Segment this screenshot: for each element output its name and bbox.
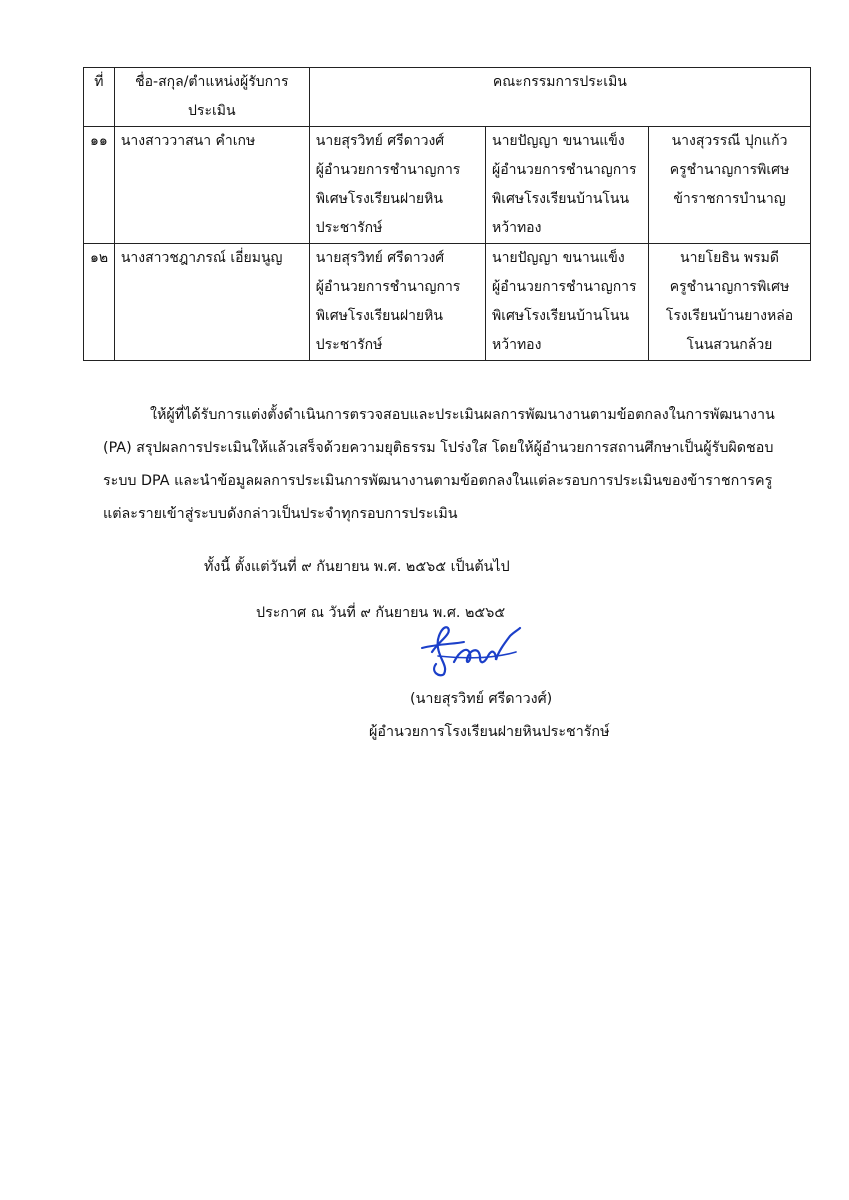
committee-member-3: นายโยธิน พรมดี ครูชำนาญการพิเศษ โรงเรียนบ้านยางหล่อ โนนสวนกล้วย bbox=[649, 244, 811, 361]
evaluatee-name: นางสาวชฎาภรณ์ เอี่ยมนูญ bbox=[114, 244, 309, 361]
paragraph-line: แต่ละรายเข้าสู่ระบบดังกล่าวเป็นประจำทุกรอบการประเมิน bbox=[103, 506, 458, 522]
signer-name: (นายสุรวิทย์ ศรีดาวงศ์) bbox=[410, 691, 553, 707]
committee-member-2: นายปัญญา ขนานแข็ง ผู้อำนวยการชำนาญการ พิเศษโรงเรียนบ้านโนน หว้าทอง bbox=[486, 244, 649, 361]
row-number: ๑๑ bbox=[84, 127, 115, 244]
effective-date: ทั้งนี้ ตั้งแต่วันที่ ๙ กันยายน พ.ศ. ๒๕๖๕ เป็นต้นไป bbox=[204, 559, 510, 575]
header-committee: คณะกรรมการประเมิน bbox=[309, 68, 810, 127]
header-no: ที่ bbox=[84, 68, 115, 127]
committee-table bbox=[83, 67, 811, 361]
handwritten-signature bbox=[418, 622, 522, 680]
evaluatee-name: นางสาววาสนา คำเกษ bbox=[114, 127, 309, 244]
header-name: ชื่อ-สกุล/ตำแหน่งผู้รับการ ประเมิน bbox=[114, 68, 309, 127]
instruction-paragraph bbox=[103, 399, 775, 531]
paragraph-line: (PA) สรุปผลการประเมินให้แล้วเสร็จด้วยความยุติธรรม โปร่งใส โดยให้ผู้อำนวยการสถานศึกษาเป็นผู้รับผิดชอบ bbox=[103, 440, 774, 456]
signer-position: ผู้อำนวยการโรงเรียนฝายหินประชารักษ์ bbox=[369, 724, 610, 740]
committee-member-1: นายสุรวิทย์ ศรีดาวงศ์ ผู้อำนวยการชำนาญการ พิเศษโรงเรียนฝายหิน ประชารักษ์ bbox=[309, 127, 485, 244]
paragraph-line: ให้ผู้ที่ได้รับการแต่งตั้งดำเนินการตรวจสอบและประเมินผลการพัฒนางานตามข้อตกลงในการพัฒนางาน bbox=[150, 407, 775, 423]
table-row bbox=[84, 244, 811, 361]
paragraph-line: ระบบ DPA และนำข้อมูลผลการประเมินการพัฒนางานตามข้อตกลงในแต่ละรอบการประเมินของข้าราชการครู bbox=[103, 473, 773, 489]
announcement-date: ประกาศ ณ วันที่ ๙ กันยายน พ.ศ. ๒๕๖๕ bbox=[256, 605, 506, 621]
committee-member-2: นายปัญญา ขนานแข็ง ผู้อำนวยการชำนาญการ พิเศษโรงเรียนบ้านโนน หว้าทอง bbox=[486, 127, 649, 244]
committee-member-3: นางสุวรรณี ปุกแก้ว ครูชำนาญการพิเศษ ข้าราชการบำนาญ bbox=[649, 127, 811, 244]
table-header-row bbox=[84, 68, 811, 127]
committee-member-1: นายสุรวิทย์ ศรีดาวงศ์ ผู้อำนวยการชำนาญการ พิเศษโรงเรียนฝายหิน ประชารักษ์ bbox=[309, 244, 485, 361]
table-row bbox=[84, 127, 811, 244]
row-number: ๑๒ bbox=[84, 244, 115, 361]
